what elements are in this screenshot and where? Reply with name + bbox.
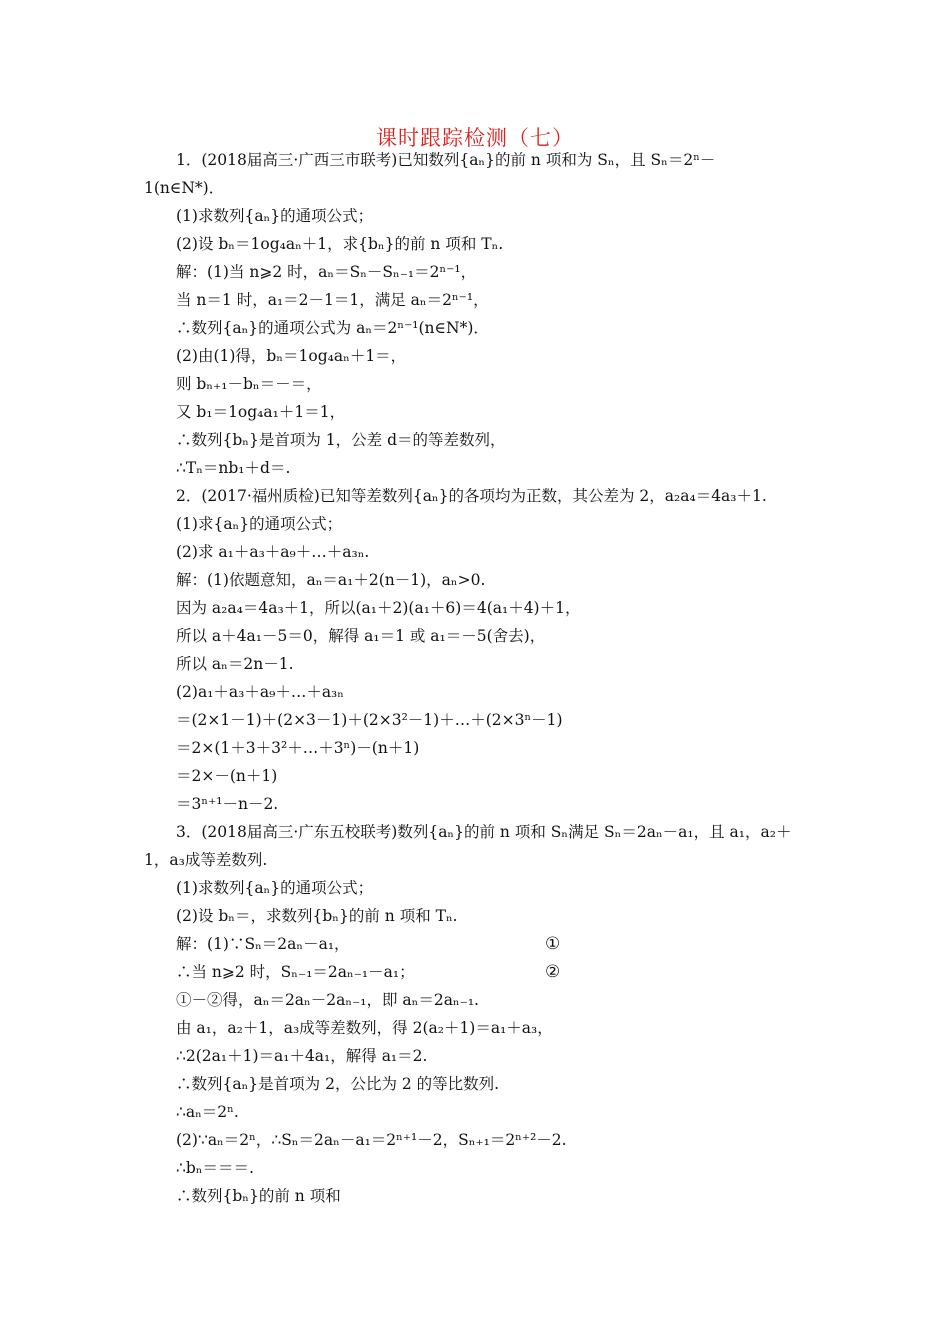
text-line: ＝2×(1＋3＋3²＋…＋3ⁿ)－(n＋1) — [176, 739, 420, 757]
text-line: (2)求 a₁＋a₃＋a₉＋…＋a₃ₙ. — [176, 543, 370, 561]
text-line: ＝3ⁿ⁺¹－n－2. — [176, 795, 279, 813]
text-line: (2)设 bₙ＝1og₄aₙ＋1，求{bₙ}的前 n 项和 Tₙ. — [176, 235, 504, 253]
text-line: ∴数列{aₙ}是首项为 2，公比为 2 的等比数列. — [176, 1075, 500, 1093]
text-line: ∴数列{aₙ}的通项公式为 aₙ＝2ⁿ⁻¹(n∈N*)． — [176, 319, 489, 337]
equation-marker: ① — [545, 934, 561, 954]
text-line: 1(n∈N*)． — [144, 179, 225, 197]
text-line: (1)求{aₙ}的通项公式； — [176, 515, 343, 533]
text-line: ∴2(2a₁＋1)＝a₁＋4a₁，解得 a₁＝2. — [176, 1047, 428, 1065]
text-line: 2．(2017·福州质检)已知等差数列{aₙ}的各项均为正数，其公差为 2，a₂a₄＝4a₃＋1. — [176, 487, 767, 505]
text-line: ①－②得，aₙ＝2aₙ－2aₙ₋₁，即 aₙ＝2aₙ₋₁. — [176, 991, 479, 1009]
equation-marker: ② — [545, 962, 561, 982]
text-line: 解：(1)∵Sₙ＝2aₙ－a₁， — [176, 935, 350, 953]
text-line: 则 bₙ₊₁－bₙ＝－＝， — [176, 375, 322, 393]
page-title: 课时跟踪检测（七） — [376, 126, 574, 150]
text-line: 3．(2018届高三·广东五校联考)数列{aₙ}的前 n 项和 Sₙ满足 Sₙ＝2aₙ－a₁，且 a₁，a₂＋ — [176, 823, 792, 841]
text-line: 当 n＝1 时，a₁＝2－1＝1，满足 aₙ＝2ⁿ⁻¹， — [176, 291, 489, 309]
text-line: ∴bₙ＝＝＝. — [176, 1159, 254, 1177]
text-line: (1)求数列{aₙ}的通项公式； — [176, 207, 374, 225]
text-line: 解：(1)依题意知，aₙ＝a₁＋2(n－1)，aₙ>0. — [176, 571, 486, 589]
text-line: ∴Tₙ＝nb₁＋d＝. — [176, 459, 291, 477]
text-line: ＝2×－(n＋1) — [176, 767, 278, 785]
text-line: ∴数列{bₙ}是首项为 1，公差 d＝的等差数列， — [176, 431, 506, 449]
text-line: 所以 aₙ＝2n－1. — [176, 655, 294, 673]
text-line: (2)设 bₙ＝，求数列{bₙ}的前 n 项和 Tₙ. — [176, 907, 458, 925]
text-line: 1．(2018届高三·广西三市联考)已知数列{aₙ}的前 n 项和为 Sₙ，且 Sₙ＝2ⁿ－ — [176, 151, 716, 169]
text-line: ∴aₙ＝2ⁿ. — [176, 1103, 239, 1121]
text-line: (2)由(1)得，bₙ＝1og₄aₙ＋1＝， — [176, 347, 407, 365]
text-line: ＝(2×1－1)＋(2×3－1)＋(2×3²－1)＋…＋(2×3ⁿ－1) — [176, 711, 563, 729]
text-line: (2)a₁＋a₃＋a₉＋…＋a₃ₙ — [176, 683, 344, 701]
text-line: (2)∵aₙ＝2ⁿ，∴Sₙ＝2aₙ－a₁＝2ⁿ⁺¹－2，Sₙ₊₁＝2ⁿ⁺²－2. — [176, 1131, 567, 1149]
text-line: ∴当 n⩾2 时，Sₙ₋₁＝2aₙ₋₁－a₁； — [176, 963, 415, 981]
text-line: 1，a₃成等差数列. — [144, 851, 268, 869]
text-line: 又 b₁＝1og₄a₁＋1＝1， — [176, 403, 346, 421]
text-line: (1)求数列{aₙ}的通项公式； — [176, 879, 374, 897]
text-line: 所以 a＋4a₁－5＝0，解得 a₁＝1 或 a₁＝－5(舍去)， — [176, 627, 546, 645]
text-line: ∴数列{bₙ}的前 n 项和 — [176, 1187, 341, 1205]
text-line: 解：(1)当 n⩾2 时，aₙ＝Sₙ－Sₙ₋₁＝2ⁿ⁻¹， — [176, 263, 477, 281]
text-line: 因为 a₂a₄＝4a₃＋1，所以(a₁＋2)(a₁＋6)＝4(a₁＋4)＋1， — [176, 599, 581, 617]
text-line: 由 a₁，a₂＋1，a₃成等差数列，得 2(a₂＋1)＝a₁＋a₃， — [176, 1019, 553, 1037]
